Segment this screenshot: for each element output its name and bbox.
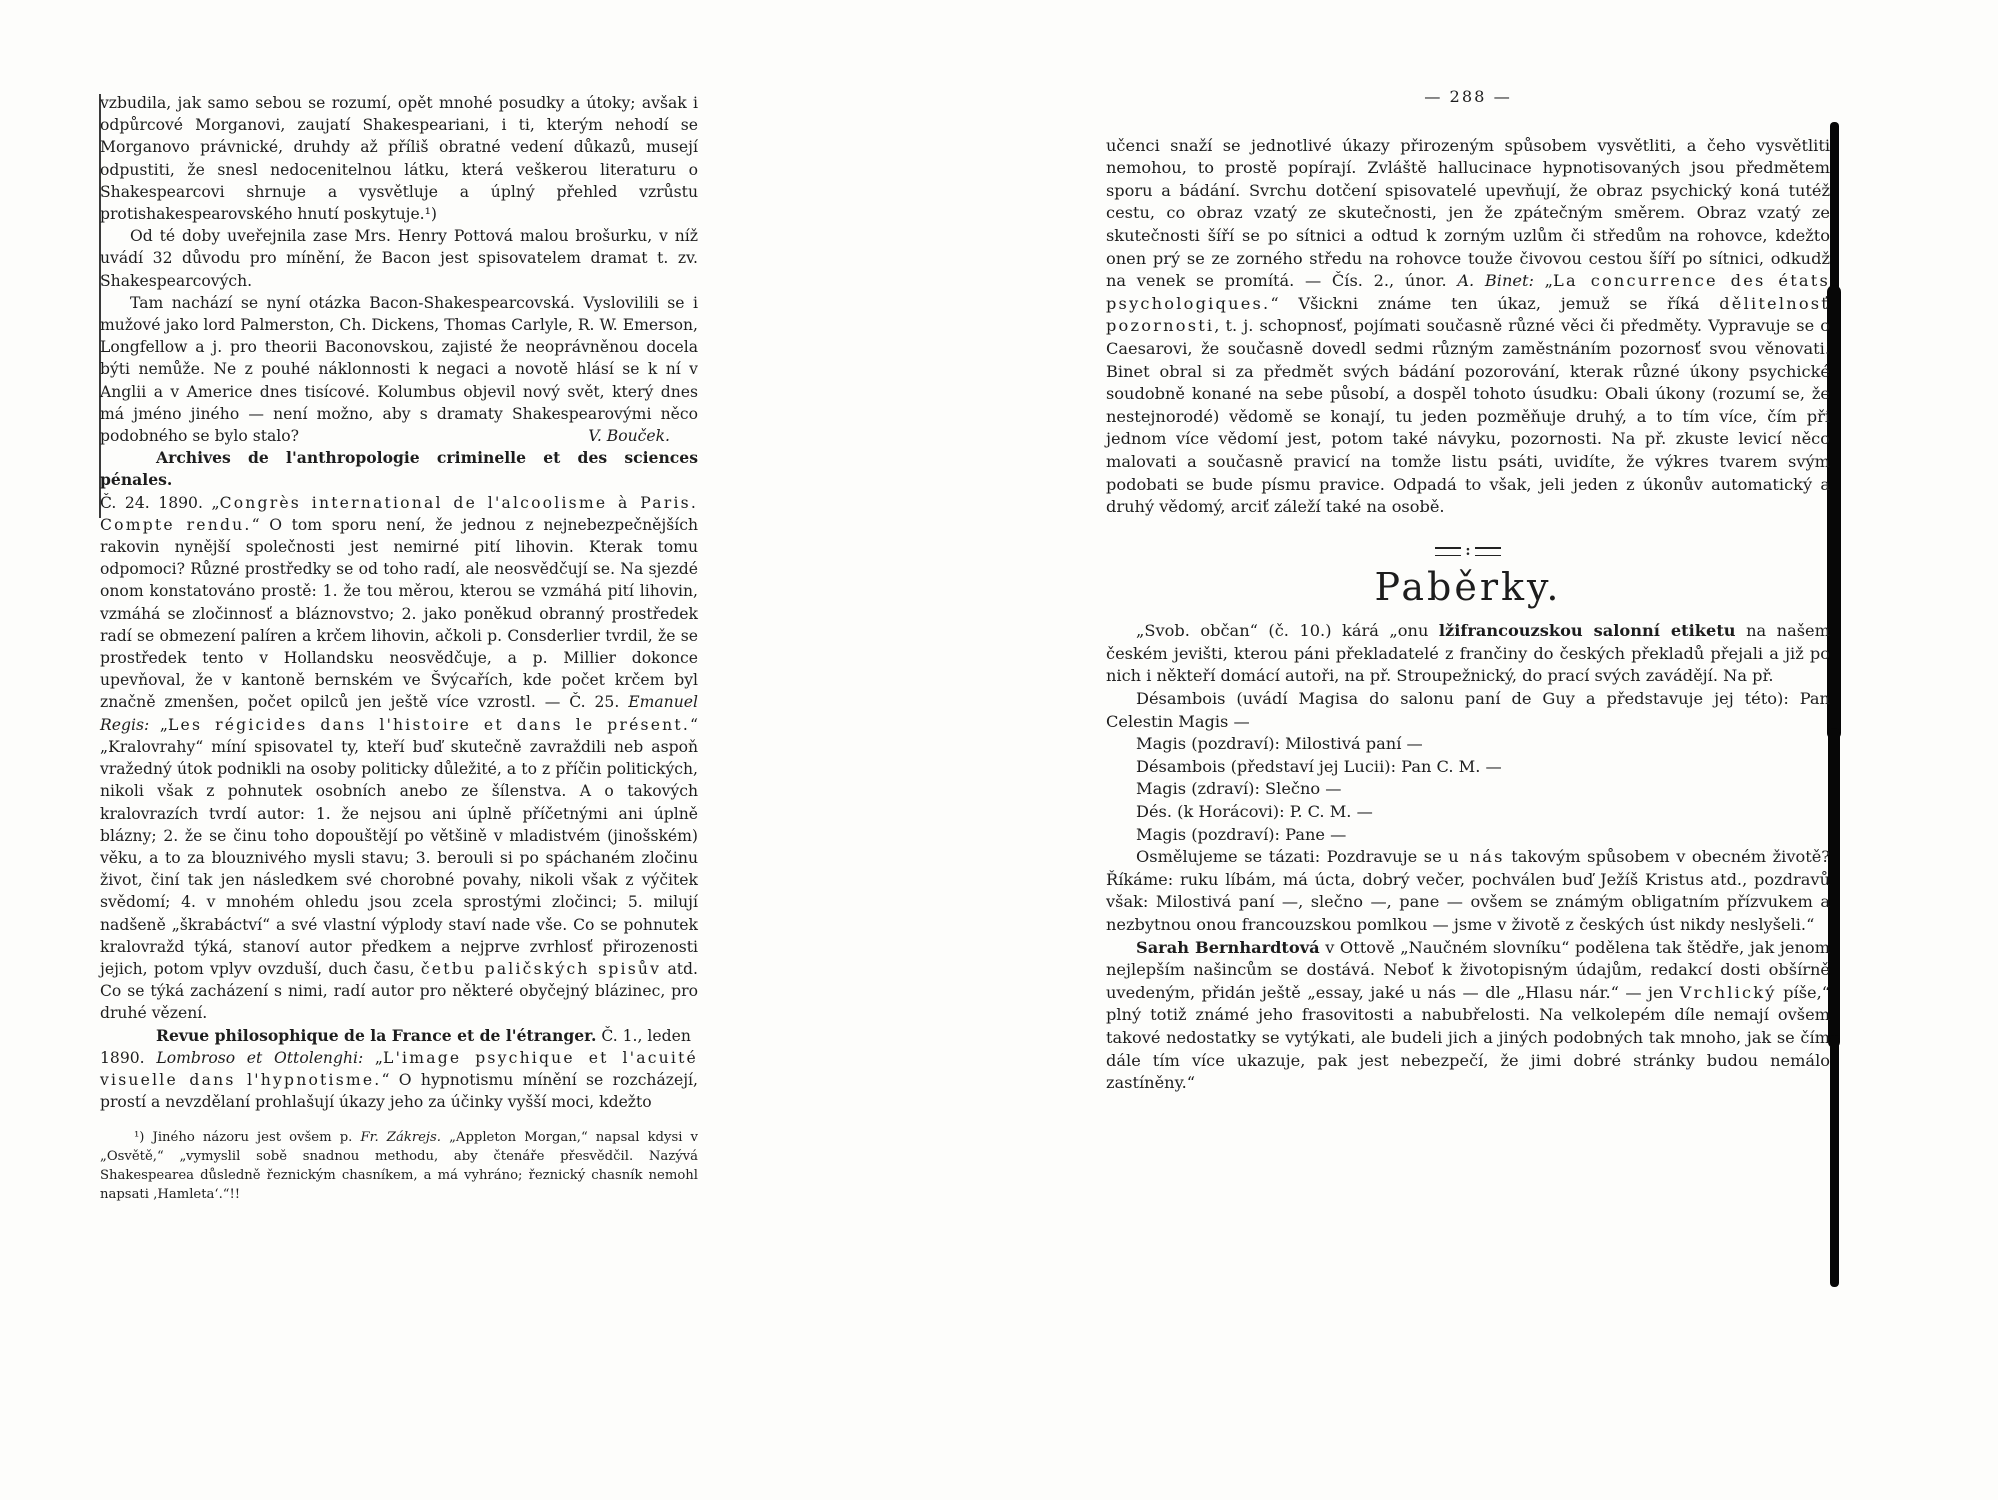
author-name-italic: A. Binet: (1457, 271, 1534, 291)
spaced-title-run: L'image psychique et l'acuité visuelle dans l'hypnotisme. (100, 1048, 698, 1089)
paragraph-text: 1890. (100, 1048, 157, 1067)
spaced-title-run: Congrès international de l'alcoolisme à Paris. Compte rendu. (100, 493, 698, 534)
heading-bold: Revue philosophique de la France et de l'étranger. (156, 1025, 597, 1045)
paragraph-text: „ (363, 1048, 384, 1067)
ornament-colon: : (1465, 543, 1471, 560)
footnote-text: ¹) Jiného názoru jest ovšem p. (134, 1130, 361, 1146)
paragraph-text: píše,“ plný totiž známé jeho frasovitosti a nabubřelosti. Na velkolepém díle nemají ovšem takové nedostatky se vytýkati, ale budeli jich a jiných podobných tak mnoho, jak se čím dále tím více ukazuje, pak jest nebezpečí, že jimi dobré stránky budou nemálo zastíněny.“ (1106, 982, 1830, 1093)
paragraph-text: učenci snaží se jednotlivé úkazy přirozeným spůsobem vysvětliti, a čeho vysvětliti nemohou, to prostě popírají. Zvláště hallucinace hypnotisovaných jsou předmětem sporu a bádání. Svrchu dotčení spisovatelé upevňují, že obraz psychický koná tutéž cestu, co obraz vzatý ze skutečnosti, jen že zpátečným směrem. Obraz vzatý ze skutečnosti šíří se po sítnici a odtud k zorným uzlům či středům na rohovce, kdežto onen prý se ze zorného středu na rohovce touže čivovou cestou šíří po sítnici, odkudž na venek se promítá. — Čís. 2., únor. (1106, 135, 1830, 291)
dialog-line: Magis (pozdraví): Pane — (1136, 824, 1347, 844)
paragraph-text: “ O tom sporu není, že jednou z nejnebezpečnějších rakovin nynější společnosti jest nemirné pití lihovin. Kterak tomu odpomoci? Různé prostředky se od toho radí, ale neosvědčují se. Na sjezdé onom konstatováno prostě: 1. že tou měrou, kterou se vzmáhá pití lihovin, vzmáhá se zločinnosť a bláznovstvo; 2. jako poněkud obranný prostředek radí se obmezení palíren a krčem lihovin, ačkoli p. Consderlier tvrdil, že se prostředek tento v Hollandsku neosvědčuje, a p. Millier dokonce upevňoval, že v kantoně bernském ve Švýcařích, kde počet krčem byl značně zmenšen, počet opilců jen ještě více vzrostl. — Č. 25. (100, 515, 698, 712)
paragraph: Od té doby uveřejnila zase Mrs. Henry Pottová malou brošurku, v níž uvádí 32 důvodu pro mínění, že Bacon jest spisovatelem dramat t. zv. Shakespearcových. (100, 227, 698, 290)
right-page-column (1106, 86, 1830, 1095)
bold-lead-name: Sarah Bernhardtová (1136, 937, 1320, 957)
author-name-italic: Fr. Zákrejs. (360, 1130, 441, 1146)
author-name-italic: Lombroso et Ottolenghi: (156, 1048, 364, 1067)
section-title: Paběrky. (1374, 564, 1562, 609)
dialog-line: Magis (pozdraví): Milostivá paní — (1136, 734, 1423, 754)
ornament-line (1475, 547, 1501, 556)
paragraph-text: „ (1533, 271, 1553, 291)
author-signature: V. Bouček. (588, 427, 670, 446)
paragraph-continuation: vzbudila, jak samo sebou se rozumí, opět mnohé posudky a útoky; avšak i odpůrcové Morganovi, zaujatí Shakespeariani, i ti, kterým nehodí se Morganovo právnické, druhdy až příliš obratné vedení důkazů, musejí odpustiti, že snesl nedocenitelnou látku, která veškerou literaturu o Shakespearcovi shrnuje a vysvětluje a úplný přehled vzrůstu protishakespearovského hnutí poskytuje.¹) (100, 94, 698, 224)
paragraph-text: , t. j. schopnosť, pojímati současně různé věci či předměty. Vypravuje se o Caesarovi, že současně dovedl sedmi různým zaměstnáním pozornosť svou věnovati. Binet obral si za předmět svých bádání pozorování, kterak různé úkony psychické soudobně konané na sebe působí, a dospěl tohoto úsudku: Obali úkony (rozumí se, že nestejnorodé) vědomě se konají, tu jeden pozměňuje druhý, a to tím více, čím při jednom více vědomí jest, potom také návyku, pozornosti. Na př. zkuste levicí něco malovati a současně pravicí na tomže listu psáti, uvidíte, že výkres tvarem svým podobati se bude písmu pravice. Odpadá to však, jeli jeden z úkonův automatický a druhý vědomý, arciť záleží také na osobě. (1106, 316, 1830, 517)
heading-regular: Č. 1., leden (596, 1026, 691, 1045)
scan-binding-shadow (1830, 122, 1839, 297)
dialog-line: Désambois (uvádí Magisa do salonu paní de Guy a představuje jej této): Pan Celestin Magis — (1106, 689, 1830, 731)
section-divider-ornament (1433, 543, 1503, 560)
article-heading (100, 1025, 698, 1047)
paragraph (100, 292, 698, 447)
footnote-text: „Appleton Morgan,“ napsal kdysi v „Osvětě,“ „vymyslil sobě snadnou methodu, aby čtenáře přesvědčil. Nazývá Shakespearea důsledně řeznickým chasníkem, a má vyhráno; řeznický chasník nemohl napsati ‚Hamleta‘.“!! (100, 1130, 699, 1202)
spaced-emphasis-run: dělitelnosť pozornosti (1106, 293, 1830, 336)
paragraph-continuation (1106, 135, 1830, 519)
paragraph-text: Tam nachází se nyní otázka Bacon-Shakespearcovská. Vyslovilili se i mužové jako lord Palmerston, Ch. Dickens, Thomas Carlyle, R. W. Emerson, Longfellow a j. pro theorii Baconovskou, zajisté že neoprávněnou docela býti nemůže. Ne z pouhé náklonnosti k negaci a novotě hlásí se k ní v Anglii a v Americe dnes tisícové. Kolumbus objevil nový svět, který dnes má jméno jiného — není možno, aby s dramaty Shakespearovými něco podobného se bylo stalo? (100, 293, 698, 446)
paragraph (1106, 620, 1830, 688)
dialog-line: Dés. (k Horácovi): P. C. M. — (1136, 802, 1373, 822)
paragraph-text: Osmělujeme se tázati: Pozdravuje se (1136, 847, 1449, 867)
spaced-title-run: La concurrence des états psychologiques. (1106, 271, 1830, 313)
paragraph-text: “ Všickni známe ten úkaz, jemuž se říká (1270, 293, 1720, 313)
paragraph-text: Č. 24. 1890. „ (100, 493, 220, 512)
dialog-line: Magis (zdraví): Slečno — (1136, 779, 1342, 799)
paragraph-text: v Ottově „Naučném slovníku“ podělena tak štědře, jak jenom nejlepším našincům se dostává. Neboť k životopisným údajům, redakcí dosti obšírně uvedeným, přidán ještě „essay, jaké u nás — dle „Hlasu nár.“ — jen (1106, 937, 1831, 1002)
scan-binding-shadow (1830, 1035, 1839, 1287)
paragraph-text: „Svob. občan“ (č. 10.) kárá „onu (1136, 621, 1439, 641)
dialog-line: Désambois (představí jej Lucii): Pan C. M. — (1136, 756, 1502, 776)
ornament-line (1435, 547, 1461, 556)
paragraph-text: “ „Kralovrahy“ míní spisovatel ty, kteří buď skutečně zavraždili neb aspoň vražedný útok podnikli na osoby politicky důležité, a to z příčin politických, nikoli však z pohnutek osobních anebo ze šílenstva. A o takových kralovrazích tvrdí autor: 1. že nejsou ani úplně příčetnými ani úplně blázny; 2. že se činu toho dopouštějí po většině v mladistvém (jinošském) věku, a to za blouznivého mysli stavu; 3. berouli si po spáchaném zločinu život, činí tak jen následkem své chorobné povahy, nikoli však z výčitek svědomí; 4. v mnohém ohledu jsou zcela sprostými zločinci; 5. milují nadšeně „škrabáctví“ a své vlastní výplody staví nade vše. Co se pohnutek kralovražd týká, stanoví autor předkem a nejprve zvrhlosť přirozenosti jejich, potom vplyv ovzduší, duch času, (100, 715, 698, 978)
author-name-italic: Emanuel Regis: (100, 693, 698, 734)
paragraph (100, 1047, 698, 1114)
page-number: — 288 — (1424, 87, 1512, 106)
paragraph-text: „ (149, 715, 168, 734)
footnote-block (100, 1129, 698, 1204)
footnote-paragraph (100, 1129, 698, 1204)
article-heading: Archives de l'anthropologie criminelle et des sciences pénales. (100, 448, 698, 490)
paragraph (1106, 937, 1830, 1095)
paragraph-text: “ O hypnotismu mínění se rozcházejí, prostí a nevzdělaní prohlašují úkazy jeho za účinky vyšší moci, kdežto (100, 1070, 698, 1112)
paragraph-text: na našem českém jevišti, kterou páni překladatelé z frančiny do českých překladů přejali a již po nich i někteří domácí autoři, na př. Stroupežnický, do prací svých zavádějí. Na př. (1106, 621, 1830, 686)
spaced-emphasis-run: Vrchlický (1679, 982, 1777, 1002)
bold-emphasis-run: lžifrancouzskou salonní etiketu (1438, 621, 1736, 641)
left-page-column (100, 92, 698, 1205)
paragraph-text: takovým spůsobem v obecném životě? Říkáme: ruku líbám, má úcta, dobrý večer, pochválen buď Ježíš Kristus atd., pozdravů však: Milostivá paní —, slečno —, pane — ovšem se známým obligatním přízvukem a nezbytnou onou francouzskou pomlkou — jsme v životě z českých úst nikdy neslyšeli.“ (1106, 847, 1830, 934)
paragraph (1106, 846, 1830, 936)
spaced-emphasis-run: četbu paličských spisův (420, 959, 662, 978)
spaced-title-run: Les régicides dans l'histoire et dans le présent. (167, 715, 691, 734)
spaced-emphasis-run: u nás (1448, 847, 1505, 867)
paragraph (100, 492, 698, 1025)
paragraph-text: atd. Co se týká zacházení s nimi, radí autor pro některé obyčejný blázinec, pro druhé vězení. (100, 959, 698, 1023)
